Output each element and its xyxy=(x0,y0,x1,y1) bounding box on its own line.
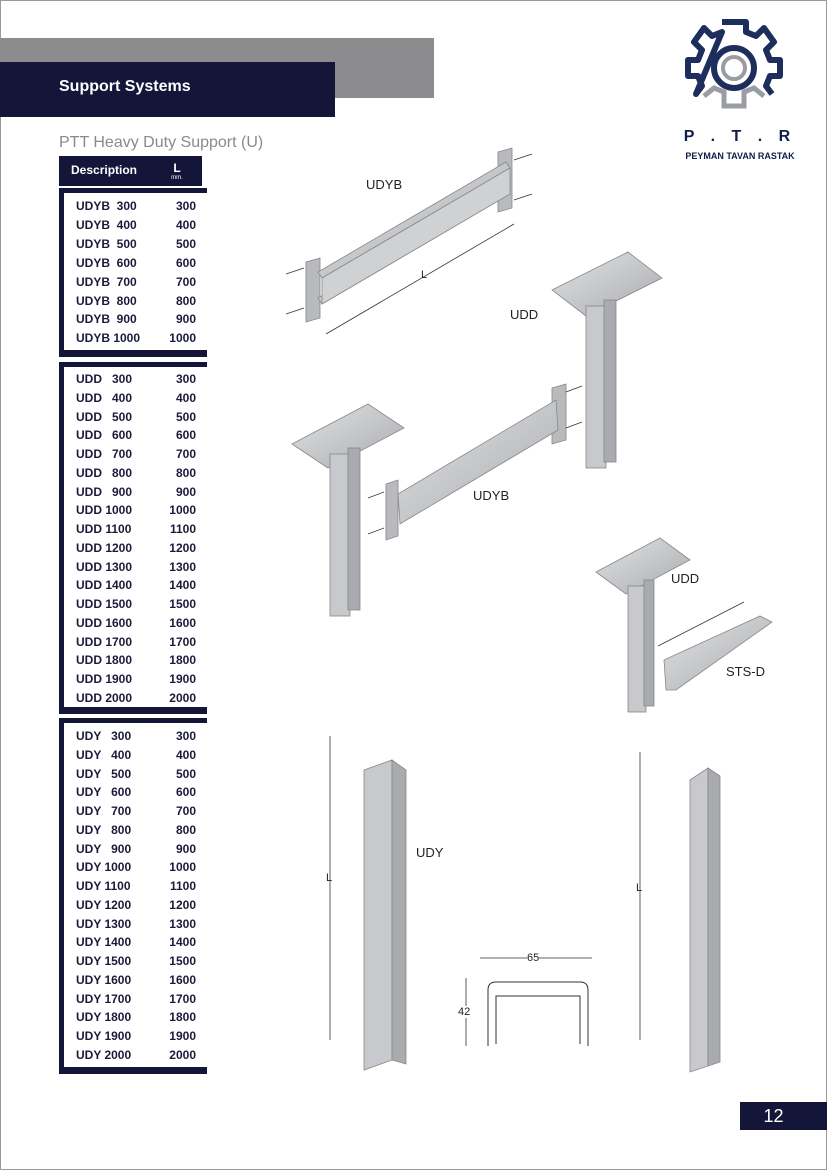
row-length: 1900 xyxy=(169,672,196,686)
row-length: 600 xyxy=(175,428,196,443)
row-description: UDY 1200 xyxy=(76,897,132,912)
row-length: 1200 xyxy=(169,897,196,912)
row-length: 600 xyxy=(175,785,196,800)
label-dim-42: 42 xyxy=(458,1006,471,1018)
udy-left-drawing xyxy=(330,736,406,1070)
row-length: 400 xyxy=(175,747,196,762)
row-description: UDYB 300 xyxy=(76,199,137,213)
row-length: 700 xyxy=(175,447,196,461)
row-length: 800 xyxy=(175,293,196,308)
row-length: 1100 xyxy=(169,522,196,536)
row-description: UDY 900 xyxy=(76,841,132,856)
row-length: 900 xyxy=(175,484,196,499)
row-description: UDD 1200 xyxy=(76,540,133,555)
row-length: 800 xyxy=(175,822,196,837)
label-udd-right: UDD xyxy=(671,571,700,586)
row-length: 400 xyxy=(175,217,196,232)
row-length: 1400 xyxy=(169,578,196,593)
row-length: 1500 xyxy=(169,597,196,611)
row-length: 700 xyxy=(175,274,196,289)
row-length: 300 xyxy=(175,729,196,743)
label-dim-l-udy-left: L xyxy=(326,872,333,884)
row-description: UDD 400 xyxy=(76,390,133,405)
row-description: UDY 1700 xyxy=(76,991,132,1006)
logo-company-name: PEYMAN TAVAN RASTAK xyxy=(685,151,795,161)
row-length: 1600 xyxy=(169,615,196,630)
label-udd-top: UDD xyxy=(510,307,539,322)
row-length: 600 xyxy=(175,255,196,270)
row-length: 1700 xyxy=(169,634,196,649)
row-description: UDY 1600 xyxy=(76,972,132,987)
row-length: 400 xyxy=(175,390,196,405)
row-length: 1000 xyxy=(169,503,196,518)
row-description: UDY 700 xyxy=(76,804,132,818)
row-length: 1900 xyxy=(169,1029,196,1043)
row-description: UDD 600 xyxy=(76,428,133,443)
row-description: UDY 1500 xyxy=(76,954,132,968)
row-description: UDD 2000 xyxy=(76,690,133,705)
row-description: UDY 1900 xyxy=(76,1029,132,1043)
row-description: UDY 2000 xyxy=(76,1047,132,1062)
row-length: 1800 xyxy=(169,653,196,668)
row-description: UDY 1100 xyxy=(76,879,131,893)
label-udyb-top: UDYB xyxy=(366,177,403,192)
header-length: L xyxy=(173,161,181,175)
label-udyb-mid: UDYB xyxy=(473,488,510,503)
row-length: 900 xyxy=(175,841,196,856)
row-length: 800 xyxy=(175,465,196,480)
row-length: 1800 xyxy=(169,1010,196,1025)
row-length: 1300 xyxy=(169,559,196,574)
row-length: 500 xyxy=(175,236,196,251)
row-length: 1100 xyxy=(169,879,196,893)
row-description: UDYB 500 xyxy=(76,236,137,251)
row-description: UDD 1800 xyxy=(76,653,133,668)
row-length: 1200 xyxy=(169,540,196,555)
udy-right-drawing xyxy=(640,752,720,1072)
row-description: UDY 1800 xyxy=(76,1010,132,1025)
udd-top-drawing xyxy=(552,252,662,468)
row-description: UDY 1000 xyxy=(76,860,132,875)
row-description: UDY 500 xyxy=(76,766,132,781)
row-description: UDD 500 xyxy=(76,409,133,424)
section-title: Support Systems xyxy=(59,78,191,95)
row-length: 500 xyxy=(175,766,196,781)
row-length: 1700 xyxy=(169,991,196,1006)
row-description: UDY 800 xyxy=(76,822,132,837)
row-length: 500 xyxy=(175,409,196,424)
row-length: 1400 xyxy=(169,935,196,950)
row-length: 300 xyxy=(175,372,196,386)
row-length: 1000 xyxy=(169,331,196,346)
page-number: 12 xyxy=(740,1102,827,1130)
row-description: UDD 1900 xyxy=(76,672,133,686)
row-description: UDY 400 xyxy=(76,747,132,762)
row-description: UDD 1300 xyxy=(76,559,133,574)
row-description: UDD 300 xyxy=(76,372,133,386)
row-description: UDD 1600 xyxy=(76,615,133,630)
row-description: UDYB 700 xyxy=(76,274,137,289)
label-dim-l-udyb: L xyxy=(421,269,428,281)
row-length: 2000 xyxy=(169,690,196,705)
row-description: UDY 1300 xyxy=(76,916,132,931)
row-description: UDD 1400 xyxy=(76,578,133,593)
row-length: 900 xyxy=(175,312,196,327)
row-description: UDD 900 xyxy=(76,484,133,499)
header-description: Description xyxy=(71,163,138,177)
row-description: UDD 1500 xyxy=(76,597,133,611)
row-length: 1300 xyxy=(169,916,196,931)
row-description: UDD 800 xyxy=(76,465,133,480)
row-description: UDYB 600 xyxy=(76,255,137,270)
udd-sts-drawing xyxy=(596,538,772,712)
label-udy: UDY xyxy=(416,845,444,860)
label-dim-l-udy-right: L xyxy=(636,882,643,894)
row-description: UDY 600 xyxy=(76,785,132,800)
row-length: 300 xyxy=(175,199,196,213)
row-length: 700 xyxy=(175,804,196,818)
product-title: PTT Heavy Duty Support (U) xyxy=(59,134,264,151)
row-description: UDYB 1000 xyxy=(76,331,141,346)
row-description: UDYB 400 xyxy=(76,217,137,232)
row-description: UDY 300 xyxy=(76,729,132,743)
row-description: UDD 1700 xyxy=(76,634,133,649)
row-description: UDD 1000 xyxy=(76,503,133,518)
row-length: 1600 xyxy=(169,972,196,987)
row-description: UDD 1100 xyxy=(76,522,132,536)
row-description: UDD 700 xyxy=(76,447,133,461)
row-description: UDY 1400 xyxy=(76,935,132,950)
row-length: 1000 xyxy=(169,860,196,875)
label-dim-65: 65 xyxy=(527,952,540,964)
logo-letters: P . T . R xyxy=(683,128,797,145)
u-section-profile xyxy=(466,958,592,1046)
udyb-mid-drawing xyxy=(368,384,582,540)
label-sts-d: STS-D xyxy=(726,664,765,679)
udyb-top-drawing xyxy=(286,148,532,334)
header-unit: mm. xyxy=(171,175,183,181)
row-length: 2000 xyxy=(169,1047,196,1062)
row-description: UDYB 900 xyxy=(76,312,137,327)
row-description: UDYB 800 xyxy=(76,293,137,308)
row-length: 1500 xyxy=(169,954,196,968)
